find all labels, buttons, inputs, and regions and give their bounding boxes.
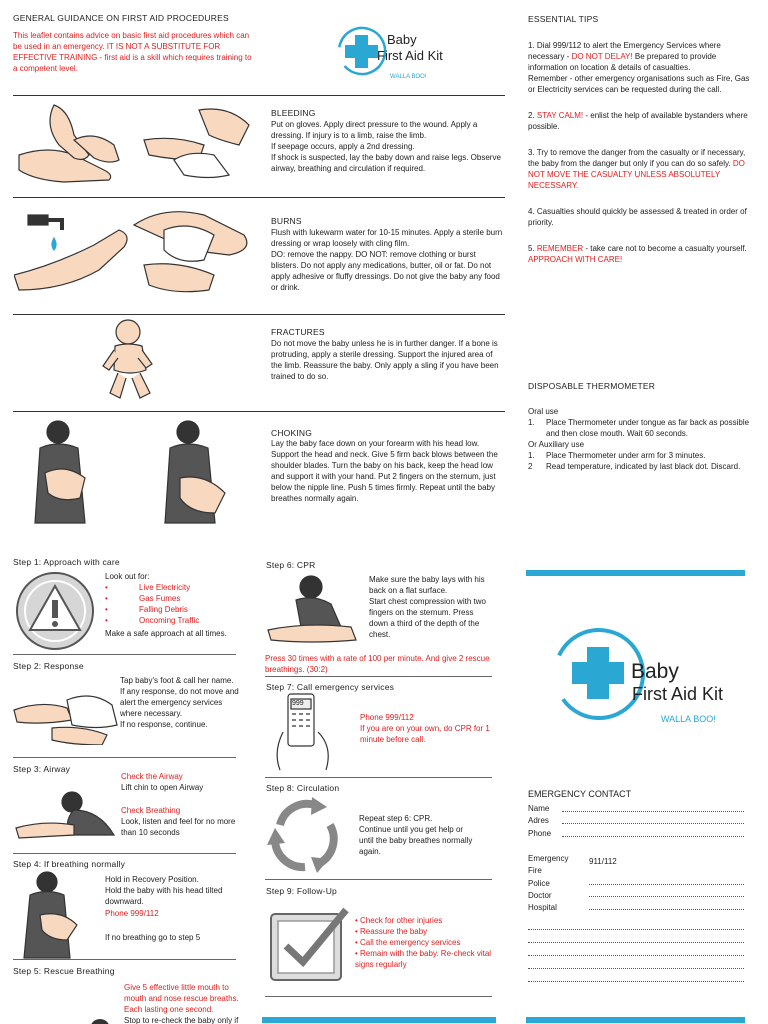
check-airway-label: Check the Airway xyxy=(121,772,183,781)
divider xyxy=(13,95,505,96)
section-title-burns: BURNS xyxy=(271,216,302,226)
divider xyxy=(13,411,505,412)
thermometer-title: DISPOSABLE THERMOMETER xyxy=(528,381,656,391)
check-airway-body: Lift chin to open Airway xyxy=(121,783,204,792)
service-police-label: Police xyxy=(528,879,550,888)
section-title-bleeding: BLEEDING xyxy=(271,108,316,118)
tip-5: 5. REMEMBER - take care not to become a casualty yourself. APPROACH WITH CARE! xyxy=(528,244,747,264)
divider xyxy=(13,853,236,854)
fractures-baby-illustration xyxy=(100,318,160,403)
check-breathing-label: Check Breathing xyxy=(121,806,181,815)
phone-illustration xyxy=(268,692,338,772)
contact-phone-label: Phone xyxy=(528,829,552,838)
contact-phone-field[interactable] xyxy=(562,836,744,837)
brand-logo xyxy=(553,618,733,728)
tip-1: 1. Dial 999/112 to alert the Emergency Services where necessary - DO NOT DELAY! Be prepared to provide information on location & details of casualties. Remember - other emergency organisations such as Fire, Gas or Electricity services can be requested during the call. xyxy=(528,41,750,94)
divider xyxy=(13,654,236,655)
baby-foot-illustration xyxy=(12,690,122,745)
step5-body: Stop to re-check the baby only if xyxy=(124,1016,239,1024)
aux-step: 1. Place Thermometer under arm for 3 minutes. xyxy=(528,451,706,460)
emergency-label: Emergency xyxy=(528,854,569,863)
step4-title: Step 4: If breathing normally xyxy=(13,859,126,869)
hazard-item: • Falling Debris xyxy=(105,604,245,615)
doctor-field[interactable] xyxy=(589,896,744,897)
emergency-contact-title: EMERGENCY CONTACT xyxy=(528,789,632,799)
divider xyxy=(265,777,492,778)
step6-title: Step 6: CPR xyxy=(266,560,316,570)
accent-bar xyxy=(526,1017,745,1023)
notes-line[interactable] xyxy=(528,929,744,930)
logo-first-aid: First Aid Kit xyxy=(377,48,443,63)
divider xyxy=(13,314,505,315)
tips-list xyxy=(528,40,756,265)
logo-baby: Baby xyxy=(387,32,417,47)
contact-name-label: Name xyxy=(528,804,550,813)
intro-warning: This leaflet contains advice on basic first aid procedures which can be used in an emergency. IT IS NOT A SUBSTITUTE FOR EFFECTIVE TRAINING - first aid is a skill which requires training to a competent level. xyxy=(13,31,252,73)
bleeding-illustration xyxy=(14,100,259,190)
step7-red: Phone 999/112 If you are on your own, do CPR for 1 minute before call. xyxy=(360,713,490,744)
aux-step: 2 Read temperature, indicated by last black dot. Discard. xyxy=(528,462,741,471)
step1-hazard-list xyxy=(105,582,245,626)
section-title-choking: CHOKING xyxy=(271,428,313,438)
recovery-position-illustration xyxy=(22,870,82,960)
step2-title: Step 2: Response xyxy=(13,661,84,671)
step8-title: Step 8: Circulation xyxy=(266,783,340,793)
brand-logo-wallaboo: WALLA BOO! xyxy=(661,714,716,724)
hazard-item: • Oncoming Traffic xyxy=(105,615,245,626)
essential-tips-title: ESSENTIAL TIPS xyxy=(528,14,599,24)
cpr-illustration xyxy=(266,572,366,647)
hazard-item: • Gas Fumes xyxy=(105,593,245,604)
followup-item: • Call the emergency services xyxy=(355,938,461,947)
accent-bar xyxy=(262,1017,496,1023)
step4-footer: If no breathing go to step 5 xyxy=(105,933,201,942)
divider xyxy=(13,757,236,758)
contact-address-label: Adres xyxy=(528,816,549,825)
burns-illustration xyxy=(14,205,259,300)
contact-address-field[interactable] xyxy=(562,823,744,824)
divider xyxy=(265,879,492,880)
brand-logo-baby: Baby xyxy=(631,660,679,683)
general-guidance-title: GENERAL GUIDANCE ON FIRST AID PROCEDURES xyxy=(13,13,229,23)
step9-list xyxy=(355,915,495,970)
emergency-number: 911/112 xyxy=(589,857,617,866)
choking-illustration xyxy=(30,418,255,533)
airway-illustration xyxy=(14,790,119,840)
step1-lookout: Look out for: xyxy=(105,572,150,581)
step9-title: Step 9: Follow-Up xyxy=(266,886,337,896)
oral-use-label: Oral use xyxy=(528,407,559,416)
section-body-burns: Flush with lukewarm water for 10-15 minutes. Apply a sterile burn dressing or wrap loosely with cling film. DO: remove the nappy. DO NOT: remove clothing or burst blisters. Do not apply any medications, butter, oil or fat. Do not apply adhesive or fluffy dressings. Do not give the baby any food or drink. xyxy=(271,228,503,292)
checkmark-icon xyxy=(268,904,350,984)
tip-2: 2. STAY CALM! - enlist the help of available bystanders where possible. xyxy=(528,111,748,131)
notes-line[interactable] xyxy=(528,968,744,969)
service-hospital-label: Hospital xyxy=(528,903,557,912)
step3-title: Step 3: Airway xyxy=(13,764,71,774)
logo-brand: WALLA BOO! xyxy=(390,74,427,80)
followup-item: • Check for other injuries xyxy=(355,916,443,925)
oral-step: 1. Place Thermometer under tongue as far back as possible and then close mouth. Wait 60 seconds. xyxy=(528,418,750,438)
step1-title: Step 1: Approach with care xyxy=(13,557,120,567)
step7-title: Step 7: Call emergency services xyxy=(266,682,395,692)
service-doctor-label: Doctor xyxy=(528,891,552,900)
section-body-bleeding: Put on gloves. Apply direct pressure to the wound. Apply a dressing. If injury is to a limb, raise the limb. If seepage occurs, apply a 2nd dressing. If shock is suspected, lay the baby down and raise legs. Observe airway, breathing and circulation if required. xyxy=(271,120,501,173)
hazard-item: • Live Electricity xyxy=(105,582,245,593)
circulation-cycle-icon xyxy=(265,795,345,875)
divider xyxy=(13,959,236,960)
notes-line[interactable] xyxy=(528,942,744,943)
hospital-field[interactable] xyxy=(589,909,744,910)
warning-icon xyxy=(14,570,96,652)
divider xyxy=(265,676,492,677)
section-body-choking: Lay the baby face down on your forearm with his head low. Support the head and neck. Give 5 firm back blows between the shoulder blades. Turn the baby on his back, keep the head low and support it with your hand. Put 2 fingers on the sternum, just below the nipple line. Push 5 times firmly. Repeat until the baby breathes normally again. xyxy=(271,439,498,503)
followup-item: • Remain with the baby. Re-check vital signs regularly xyxy=(355,949,492,969)
contact-name-field[interactable] xyxy=(562,811,744,812)
step5-red: Give 5 effective little mouth to mouth and nose rescue breaths. Each lasting one second. xyxy=(124,983,239,1014)
tip-4: 4. Casualties should quickly be assessed & treated in order of priority. xyxy=(528,207,747,227)
followup-item: • Reassure the baby xyxy=(355,927,428,936)
step8-body: Repeat step 6: CPR. Continue until you get help or until the baby breathes normally again. xyxy=(359,814,473,856)
rescue-breath-illustration xyxy=(60,1014,120,1024)
step4-body: Hold in Recovery Position. Hold the baby with his head tilted downward. xyxy=(105,875,223,906)
service-fire-label: Fire xyxy=(528,866,542,875)
notes-line[interactable] xyxy=(528,955,744,956)
brand-logo-first-aid: First Aid Kit xyxy=(632,684,724,704)
step1-footer: Make a safe approach at all times. xyxy=(105,629,227,638)
step6-body: Make sure the baby lays with his back on a flat surface. Start chest compression with two fingers on the sternum. Press down a third of the depth of the chest. xyxy=(369,575,486,639)
aux-use-label: Or Auxiliary use xyxy=(528,440,585,449)
section-title-fractures: FRACTURES xyxy=(271,327,325,337)
step2-body: Tap baby's foot & call her name. If any response, do not move and alert the emergency services where necessary. If no response, continue. xyxy=(120,676,239,729)
step4-phone: Phone 999/112 xyxy=(105,909,159,918)
step5-title: Step 5: Rescue Breathing xyxy=(13,966,115,976)
tip-3: 3. Try to remove the danger from the casualty or if necessary, the baby from the danger but only if you can do so safely. DO NOT MOVE THE CASUALTY UNLESS ABSOLUTELY NECESSARY. xyxy=(528,148,746,190)
phone-screen-number: 999 xyxy=(292,700,304,707)
accent-bar xyxy=(526,570,745,576)
check-breathing-body: Look, listen and feel for no more than 10 seconds xyxy=(121,817,236,837)
notes-line[interactable] xyxy=(528,981,744,982)
divider xyxy=(13,197,505,198)
top-logo xyxy=(335,22,475,92)
divider xyxy=(265,996,492,997)
step6-red: Press 30 times with a rate of 100 per minute. And give 2 rescue breathings. (30:2) xyxy=(265,654,490,674)
section-body-fractures: Do not move the baby unless he is in further danger. If a bone is protruding, apply a sterile dressing. Support the injured area of the limb. Reassure the baby. Only apply a sling if you have been trained to do so. xyxy=(271,339,499,381)
police-field[interactable] xyxy=(589,884,744,885)
thermometer-instructions xyxy=(528,406,756,472)
